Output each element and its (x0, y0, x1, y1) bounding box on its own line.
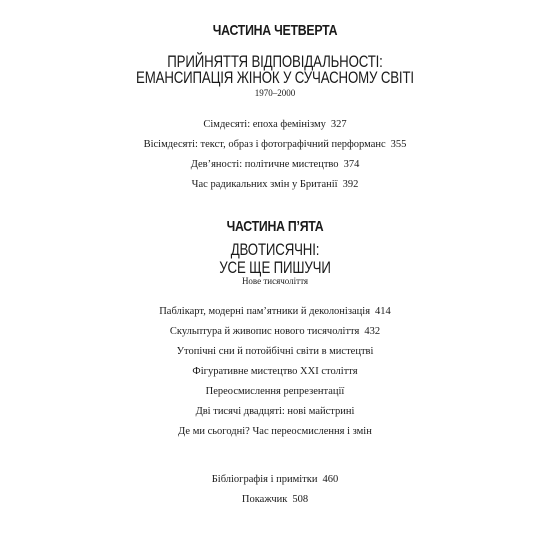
toc-entry-title: Паблікарт, модерні пам’ятники й деколонізація (159, 306, 371, 317)
toc-entry-title: Де ми сьогодні? Час переосмислення і змін (178, 426, 372, 437)
toc-entry-title: Сімдесяті: епоха фемінізму (203, 119, 326, 130)
toc-entry[interactable] (0, 159, 550, 171)
toc-entry-title: Утопічні сни й потойбічні світи в мистецтві (176, 346, 374, 357)
toc-entry[interactable] (0, 386, 550, 398)
toc-entry-title: Скульптура й живопис нового тисячоліття (169, 326, 360, 337)
part4-title-line1: ПРИЙНЯТТЯ ВІДПОВІДАЛЬНОСТІ: (167, 52, 383, 71)
toc-entry-page: 432 (364, 326, 381, 337)
toc-entry-title: Дев’яності: політичне мистецтво (190, 159, 339, 170)
toc-entry[interactable] (0, 406, 550, 418)
part5-label: ЧАСТИНА П’ЯТА (226, 218, 324, 235)
toc-entry-page: 460 (322, 474, 339, 485)
part4-years: 1970–2000 (254, 88, 296, 98)
toc-entry-page: 392 (342, 179, 359, 190)
part4-label: ЧАСТИНА ЧЕТВЕРТА (212, 22, 338, 39)
toc-entry-title: Бібліографія і примітки (211, 474, 318, 485)
part5-subtitle: Нове тисячоліття (241, 276, 309, 286)
toc-entry-page: 327 (330, 119, 347, 130)
toc-entry-page: 414 (375, 306, 391, 317)
toc-entry-index[interactable] (0, 494, 550, 506)
part5-title-line1: ДВОТИСЯЧНІ: (230, 240, 320, 259)
toc-entry-title: Покажчик (241, 494, 288, 505)
toc-entry-title: Вісімдесяті: текст, образ і фотографічний перформанс (143, 139, 386, 150)
toc-entry-title: Дві тисячі двадцяті: нові майстрині (195, 406, 355, 417)
toc-entry[interactable] (0, 179, 550, 191)
toc-entry[interactable] (0, 366, 550, 378)
toc-entry-title: Фігуративне мистецтво XXI століття (192, 366, 358, 377)
toc-entry-page: 355 (390, 139, 407, 150)
toc-entry-page: 508 (292, 494, 309, 505)
toc-entry-bibliography[interactable] (0, 474, 550, 486)
toc-entry[interactable] (0, 119, 550, 131)
toc-entry[interactable] (0, 426, 550, 438)
toc-entry[interactable] (0, 139, 550, 151)
toc-entry-page: 374 (343, 159, 360, 170)
part5-title-line2: УСЕ ЩЕ ПИШУЧИ (219, 258, 331, 277)
part4-title-line2: ЕМАНСИПАЦІЯ ЖІНОК У СУЧАСНОМУ СВІТІ (136, 68, 414, 87)
toc-entry[interactable] (0, 326, 550, 338)
toc-entry-title: Час радикальних змін у Британії (191, 179, 338, 190)
toc-entry[interactable] (0, 346, 550, 358)
toc-entry[interactable] (0, 306, 550, 318)
toc-entry-title: Переосмислення репрезентації (205, 386, 345, 397)
